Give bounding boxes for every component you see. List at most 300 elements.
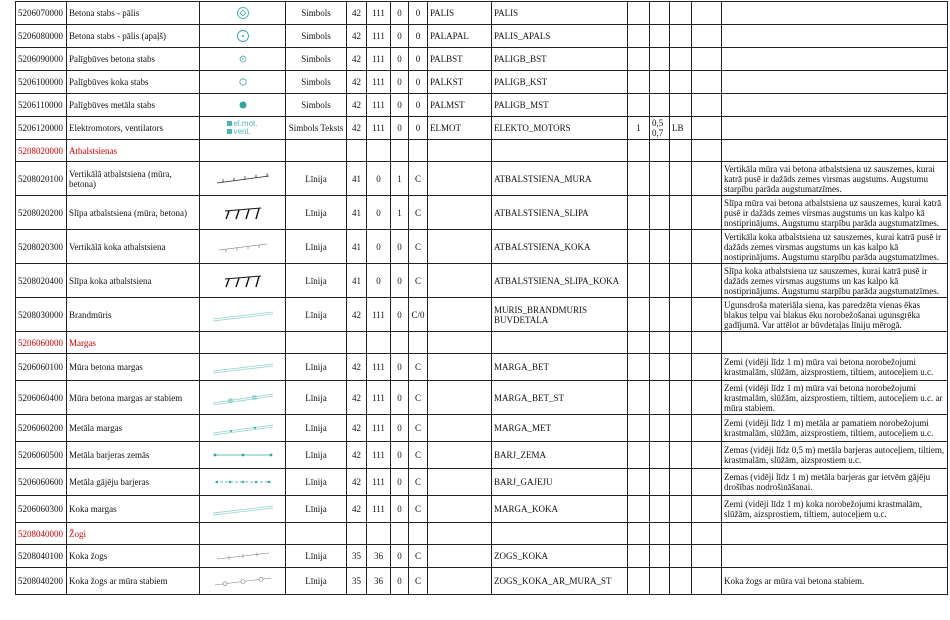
table-row [16, 2, 948, 25]
style-value: C [409, 381, 428, 415]
layer-name: MURIS_BRANDMURIS BUVDETALA [492, 298, 628, 332]
text-height [650, 568, 670, 595]
block-name: PALKST [428, 71, 492, 94]
text-height [650, 230, 670, 264]
color-value: 111 [367, 71, 391, 94]
object-code: 5208020300 [16, 230, 67, 264]
object-description: Koka žogs ar mūra vai betona stabiem. [722, 568, 948, 595]
block-name: ELMOT [428, 117, 492, 140]
empty-cell [428, 140, 492, 162]
object-type: Līnija [286, 469, 347, 496]
object-code: 5206060200 [16, 415, 67, 442]
double-line-posts-icon [202, 390, 283, 406]
weight-value: 1 [391, 196, 409, 230]
weight-value: 0 [391, 117, 409, 140]
wood-fence-posts-icon [202, 573, 283, 589]
empty-cell [391, 140, 409, 162]
text-count [628, 230, 650, 264]
text-font [670, 354, 692, 381]
object-description: Slīpa mūra vai betona atbalstsiena uz sauszemes, kurai katrā pusē ir dažāds zemes virsmas augstums un kas kalpo kā nostiprinājums. Augstumu starpību parāda augstumatzīmes. [722, 196, 948, 230]
style-value: C [409, 196, 428, 230]
text-height [650, 354, 670, 381]
weight-value: 0 [391, 264, 409, 298]
style-value: 0 [409, 71, 428, 94]
text-font [670, 162, 692, 196]
object-description [722, 545, 948, 568]
block-name: PALBST [428, 48, 492, 71]
table-row [16, 545, 948, 568]
object-code: 5206060400 [16, 381, 67, 415]
empty-cell [692, 442, 722, 469]
pedestrian-barrier-icon [202, 474, 283, 490]
color-value: 111 [367, 381, 391, 415]
object-code: 5206120000 [16, 117, 67, 140]
retaining-wall-line-icon [202, 171, 283, 187]
empty-cell [722, 332, 948, 354]
layer-value: 42 [347, 381, 367, 415]
color-value: 0 [367, 230, 391, 264]
object-type: Līnija [286, 354, 347, 381]
object-type: Līnija [286, 415, 347, 442]
color-value: 0 [367, 196, 391, 230]
layer-value: 42 [347, 2, 367, 25]
table-row [16, 162, 948, 196]
symbol-cell [200, 230, 286, 264]
slope-wall-icon [202, 205, 283, 221]
layer-name: MARGA_MET [492, 415, 628, 442]
table-row [16, 264, 948, 298]
text-count [628, 264, 650, 298]
layer-value: 42 [347, 415, 367, 442]
weight-value: 0 [391, 48, 409, 71]
classifier-table [15, 1, 948, 595]
weight-value: 0 [391, 545, 409, 568]
table-row [16, 496, 948, 523]
style-value: C [409, 264, 428, 298]
color-value: 36 [367, 568, 391, 595]
elmot-icon [227, 120, 257, 136]
text-font [670, 2, 692, 25]
empty-cell [347, 140, 367, 162]
text-count: 1 [628, 117, 650, 140]
layer-name: ATBALSTSIENA_SLIPA_KOKA [492, 264, 628, 298]
text-height [650, 545, 670, 568]
object-name: Vertikālā koka atbalstsiena [67, 230, 200, 264]
text-font [670, 568, 692, 595]
style-value: C [409, 354, 428, 381]
color-value: 111 [367, 117, 391, 140]
layer-name: ZOGS_KOKA_AR_MURA_ST [492, 568, 628, 595]
layer-name: PALIS_APALS [492, 25, 628, 48]
text-font [670, 48, 692, 71]
text-font [670, 415, 692, 442]
object-name: Vertikālā atbalstsiena (mūra, betona) [67, 162, 200, 196]
object-code: 5206060600 [16, 469, 67, 496]
layer-name: BARJ_ZEMA [492, 442, 628, 469]
section-row [16, 140, 948, 162]
text-count [628, 162, 650, 196]
text-font [670, 71, 692, 94]
object-type: Simbols [286, 71, 347, 94]
empty-cell [692, 381, 722, 415]
empty-cell [347, 523, 367, 545]
text-count [628, 2, 650, 25]
symbol-cell [200, 568, 286, 595]
color-value: 111 [367, 415, 391, 442]
table-row [16, 298, 948, 332]
table-row [16, 94, 948, 117]
symbol-cell [200, 2, 286, 25]
symbol-cell [200, 415, 286, 442]
color-value: 111 [367, 496, 391, 523]
empty-cell [492, 332, 628, 354]
object-description: Vertikāla koka atbalstsiena uz sauszemes, kurai katrā pusē ir dažāds zemes virsmas augstums un kas kalpo kā nostiprinājums. Augstumu starpību parāda augstumatzīmes. [722, 230, 948, 264]
empty-cell [692, 71, 722, 94]
layer-name: MARGA_BET_ST [492, 381, 628, 415]
text-count [628, 442, 650, 469]
color-value: 111 [367, 48, 391, 71]
object-description: Vertikāla mūra vai betona atbalstsiena uz sauszemes, kurai katrā pusē ir dažāds zemes virsmas augstums. Augstumu starpību parāda augstumatzīmes. [722, 162, 948, 196]
empty-cell [200, 332, 286, 354]
empty-cell [650, 523, 670, 545]
text-height [650, 71, 670, 94]
section-title: Žogi [67, 523, 200, 545]
text-height [650, 415, 670, 442]
section-code: 5208040000 [16, 523, 67, 545]
object-code: 5206080000 [16, 25, 67, 48]
empty-cell [692, 332, 722, 354]
empty-cell [347, 332, 367, 354]
small-circle-dot-icon [202, 51, 283, 67]
object-type: Līnija [286, 230, 347, 264]
layer-name: ZOGS_KOKA [492, 545, 628, 568]
text-count [628, 354, 650, 381]
style-value: 0 [409, 94, 428, 117]
object-code: 5206110000 [16, 94, 67, 117]
empty-cell [692, 196, 722, 230]
block-name [428, 469, 492, 496]
object-code: 5206060300 [16, 496, 67, 523]
object-name: Betona stabs - pālis [67, 2, 200, 25]
barrier-low-icon [202, 447, 283, 463]
empty-cell [492, 140, 628, 162]
object-name: Slīpa koka atbalstsiena [67, 264, 200, 298]
object-description [722, 94, 948, 117]
style-value: C [409, 442, 428, 469]
empty-cell [200, 523, 286, 545]
empty-cell [670, 523, 692, 545]
block-name [428, 496, 492, 523]
text-font [670, 469, 692, 496]
layer-value: 41 [347, 162, 367, 196]
layer-value: 35 [347, 568, 367, 595]
text-count [628, 469, 650, 496]
block-name [428, 196, 492, 230]
text-height: 0,5 0,7 [650, 117, 670, 140]
object-name: Metāla gājēju barjeras [67, 469, 200, 496]
object-description: Slīpa koka atbalstsiena uz sauszemes, kurai katrā pusē ir dažāds zemes virsmas augstums un kas kalpo kā nostiprinājums. Augstumu starpību parāda augstumatzīmes. [722, 264, 948, 298]
weight-value: 0 [391, 381, 409, 415]
block-name [428, 162, 492, 196]
color-value: 0 [367, 162, 391, 196]
empty-cell [692, 2, 722, 25]
block-name [428, 264, 492, 298]
block-name [428, 442, 492, 469]
symbol-cell [200, 25, 286, 48]
block-name [428, 545, 492, 568]
block-name: PALIS [428, 2, 492, 25]
object-code: 5206060100 [16, 354, 67, 381]
table-row [16, 48, 948, 71]
layer-name: PALIGB_BST [492, 48, 628, 71]
symbol-cell [200, 469, 286, 496]
text-height [650, 196, 670, 230]
style-value: C [409, 496, 428, 523]
text-font [670, 264, 692, 298]
color-value: 111 [367, 354, 391, 381]
object-description: Zemi (vidēji līdz 1 m) koka norobežojumi krastmalām, slūžām, aizsprostiem, tiltiem, autoceļiem u.c. [722, 496, 948, 523]
weight-value: 0 [391, 442, 409, 469]
empty-cell [670, 332, 692, 354]
layer-name: ATBALSTSIENA_KOKA [492, 230, 628, 264]
color-value: 111 [367, 442, 391, 469]
block-name [428, 354, 492, 381]
empty-cell [722, 140, 948, 162]
layer-value: 41 [347, 264, 367, 298]
metal-rail-icon [202, 420, 283, 436]
text-height [650, 162, 670, 196]
object-code: 5208030000 [16, 298, 67, 332]
empty-cell [628, 332, 650, 354]
empty-cell [391, 332, 409, 354]
object-type: Simbols [286, 94, 347, 117]
text-height [650, 2, 670, 25]
empty-cell [492, 523, 628, 545]
symbol-cell [200, 545, 286, 568]
table-row [16, 117, 948, 140]
object-code: 5208020100 [16, 162, 67, 196]
style-value: C [409, 415, 428, 442]
text-count [628, 545, 650, 568]
style-value: 0 [409, 2, 428, 25]
layer-value: 42 [347, 298, 367, 332]
text-count [628, 381, 650, 415]
wood-wall-line-icon [202, 239, 283, 255]
object-description [722, 48, 948, 71]
empty-cell [692, 568, 722, 595]
text-height [650, 469, 670, 496]
diamond-circle-icon [202, 5, 283, 21]
table-row [16, 568, 948, 595]
object-description: Zemi (vidēji līdz 1 m) mūra vai betona norobežojumi krastmalām, slūžām, aizsprostiem, tiltiem, autoceļiem u.c. [722, 354, 948, 381]
object-name: Koka margas [67, 496, 200, 523]
text-count [628, 48, 650, 71]
empty-cell [409, 332, 428, 354]
layer-name: PALIS [492, 2, 628, 25]
color-value: 36 [367, 545, 391, 568]
object-description: Zemas (vidēji līdz 1 m) metāla barjeras gar ietvēm gājēju drošības nodrošināšanai. [722, 469, 948, 496]
empty-cell [391, 523, 409, 545]
text-count [628, 298, 650, 332]
symbol-cell [200, 496, 286, 523]
section-title: Margas [67, 332, 200, 354]
object-code: 5208040100 [16, 545, 67, 568]
wood-fence-icon [202, 548, 283, 564]
object-name: Metāla barjeras zemās [67, 442, 200, 469]
double-line-icon [202, 359, 283, 375]
object-type: Līnija [286, 545, 347, 568]
empty-cell [692, 94, 722, 117]
text-count [628, 568, 650, 595]
object-name: Mūra betona margas [67, 354, 200, 381]
empty-cell [692, 48, 722, 71]
text-font [670, 25, 692, 48]
empty-cell [628, 140, 650, 162]
layer-value: 42 [347, 117, 367, 140]
block-name [428, 298, 492, 332]
color-value: 111 [367, 298, 391, 332]
object-type: Līnija [286, 264, 347, 298]
object-type: Līnija [286, 442, 347, 469]
weight-value: 0 [391, 94, 409, 117]
weight-value: 0 [391, 2, 409, 25]
text-font [670, 94, 692, 117]
symbol-cell [200, 162, 286, 196]
symbol-cell [200, 196, 286, 230]
section-code: 5206060000 [16, 332, 67, 354]
empty-cell [367, 140, 391, 162]
style-value: C [409, 469, 428, 496]
object-description: Ugunsdroša materiāla siena, kas paredzēta vienas ēkas blakus telpu vai blakus ēku norobežošanai ugunsgrēka gadījumā. Var attēlot ar būvdetaļas līniju mērogā. [722, 298, 948, 332]
object-description: Zemi (vidēji līdz 1 m) metāla ar pamatiem norobežojumi krastmalām, slūžām, aizsprostiem, tiltiem, autoceļiem u.c. [722, 415, 948, 442]
empty-cell [692, 162, 722, 196]
small-circle-icon [202, 74, 283, 90]
block-name [428, 568, 492, 595]
object-name: Betona stabs - pālis (apaļš) [67, 25, 200, 48]
object-type: Līnija [286, 162, 347, 196]
empty-cell [692, 354, 722, 381]
object-name: Mūra betona margas ar stabiem [67, 381, 200, 415]
filled-circle-icon [202, 97, 283, 113]
text-font [670, 496, 692, 523]
text-height [650, 496, 670, 523]
object-type: Simbols [286, 25, 347, 48]
layer-value: 42 [347, 71, 367, 94]
text-count [628, 94, 650, 117]
empty-cell [692, 25, 722, 48]
table-row [16, 469, 948, 496]
object-type: Līnija [286, 196, 347, 230]
layer-name: ATBALSTSIENA_SLIPA [492, 196, 628, 230]
empty-cell [367, 332, 391, 354]
block-name [428, 381, 492, 415]
empty-cell [286, 523, 347, 545]
object-code: 5206090000 [16, 48, 67, 71]
empty-cell [367, 523, 391, 545]
table-row [16, 442, 948, 469]
weight-value: 0 [391, 25, 409, 48]
object-description [722, 2, 948, 25]
style-value: C [409, 230, 428, 264]
object-name: Palīgbūves koka stabs [67, 71, 200, 94]
layer-value: 41 [347, 196, 367, 230]
block-name: PALAPAL [428, 25, 492, 48]
object-name: Metāla margas [67, 415, 200, 442]
empty-cell [692, 545, 722, 568]
object-code: 5208020200 [16, 196, 67, 230]
empty-cell [428, 332, 492, 354]
symbol-cell [200, 264, 286, 298]
object-code: 5206100000 [16, 71, 67, 94]
section-title: Atbalstsienas [67, 140, 200, 162]
slope-wall-icon [202, 273, 283, 289]
double-line-icon [202, 307, 283, 323]
text-count [628, 415, 650, 442]
text-height [650, 442, 670, 469]
object-description [722, 71, 948, 94]
object-type: Simbols [286, 2, 347, 25]
style-value: 0 [409, 48, 428, 71]
object-name: Koka žogs [67, 545, 200, 568]
object-name: Brandmūris [67, 298, 200, 332]
text-height [650, 381, 670, 415]
object-type: Līnija [286, 298, 347, 332]
text-count [628, 71, 650, 94]
section-row [16, 332, 948, 354]
symbol-cell [200, 117, 286, 140]
empty-cell [692, 523, 722, 545]
weight-value: 0 [391, 415, 409, 442]
empty-cell [670, 140, 692, 162]
text-height [650, 48, 670, 71]
symbol-cell [200, 94, 286, 117]
text-height [650, 94, 670, 117]
symbol-cell [200, 71, 286, 94]
weight-value: 0 [391, 230, 409, 264]
object-type: Līnija [286, 381, 347, 415]
object-type: Līnija [286, 496, 347, 523]
object-type: Simbols [286, 48, 347, 71]
color-value: 111 [367, 94, 391, 117]
layer-value: 42 [347, 25, 367, 48]
layer-name: PALIGB_KST [492, 71, 628, 94]
section-row [16, 523, 948, 545]
weight-value: 0 [391, 71, 409, 94]
table-row [16, 196, 948, 230]
empty-cell [628, 523, 650, 545]
text-height [650, 264, 670, 298]
block-name [428, 230, 492, 264]
object-name: Slīpa atbalstsiena (mūra, betona) [67, 196, 200, 230]
style-value: 0 [409, 117, 428, 140]
text-height [650, 298, 670, 332]
table-row [16, 230, 948, 264]
empty-cell [722, 523, 948, 545]
object-code: 5206070000 [16, 2, 67, 25]
weight-value: 0 [391, 298, 409, 332]
text-height [650, 25, 670, 48]
empty-cell [692, 140, 722, 162]
table-row [16, 71, 948, 94]
empty-cell [200, 140, 286, 162]
text-font: LB [670, 117, 692, 140]
empty-cell [650, 140, 670, 162]
empty-cell [286, 332, 347, 354]
weight-value: 1 [391, 162, 409, 196]
object-type: Simbols Teksts [286, 117, 347, 140]
text-count [628, 25, 650, 48]
weight-value: 0 [391, 496, 409, 523]
